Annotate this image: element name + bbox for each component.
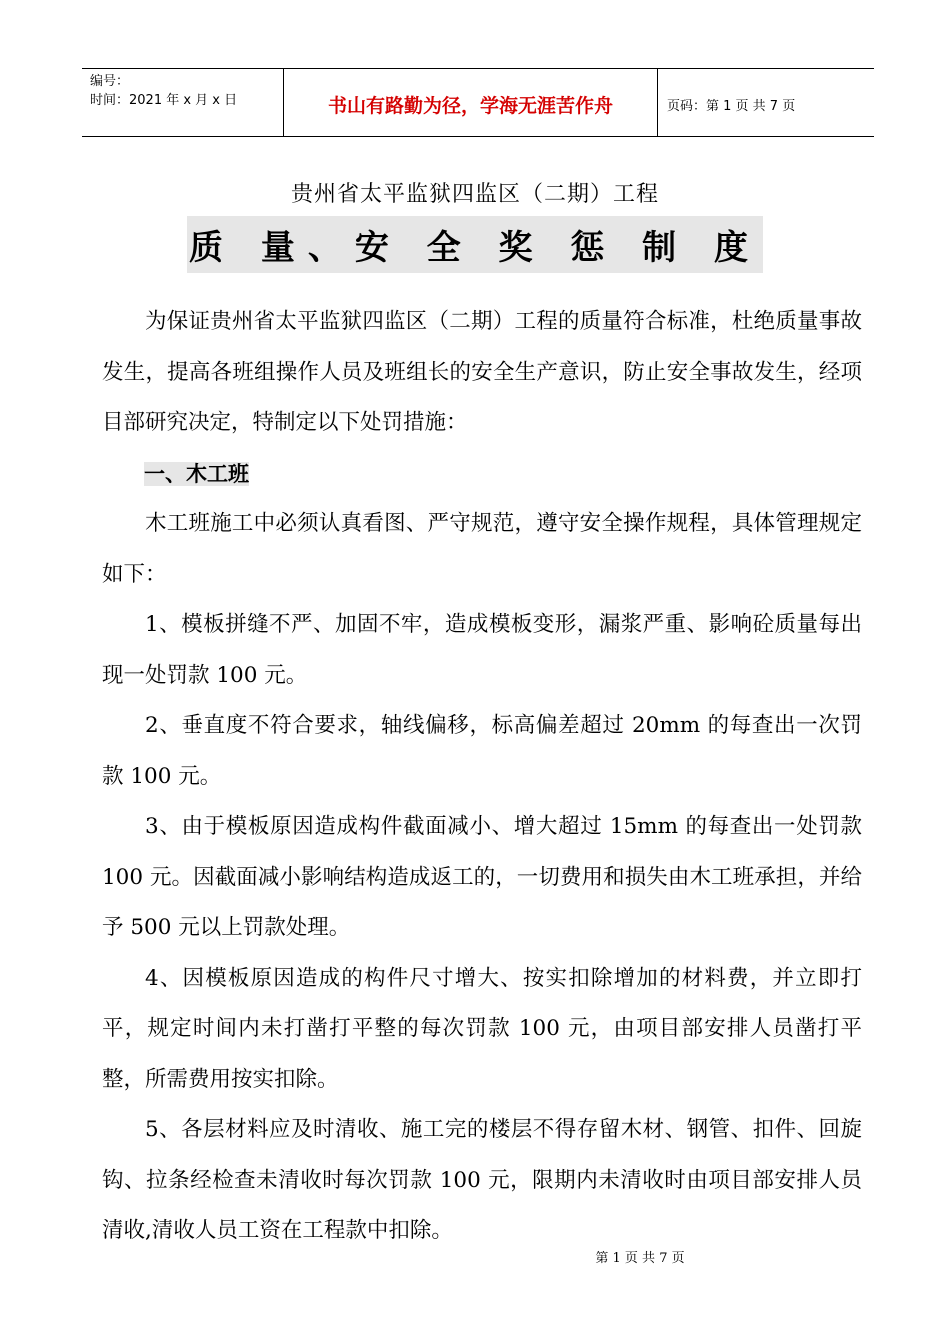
header-page-code: 页码：第 1 页 共 7 页 bbox=[667, 99, 796, 114]
list-item: 2、垂直度不符合要求，轴线偏移，标高偏差超过 20mm 的每查出一次罚款 100 元。 bbox=[102, 713, 862, 789]
intro-paragraph: 为保证贵州省太平监狱四监区（二期）工程的质量符合标准，杜绝质量事故发生，提高各班组操作人员及班组长的安全生产意识，防止安全事故发生，经项目部研究决定，特制定以下处罚措施： bbox=[102, 309, 862, 435]
section-heading-text: 一、木工班 bbox=[144, 461, 249, 486]
time-label: 时间：2021 年 x 月 x 日 bbox=[90, 93, 238, 108]
document-title: 质 量、安 全 奖 惩 制 度 bbox=[187, 216, 763, 273]
header-motto: 书山有路勤为径，学海无涯苦作舟 bbox=[284, 69, 658, 136]
list-item: 5、各层材料应及时清收、施工完的楼层不得存留木材、钢管、扣件、回旋钩、拉条经检查未清收时每次罚款 100 元，限期内未清收时由项目部安排人员清收,清收人员工资在工程款中扣除。 bbox=[102, 1117, 862, 1243]
list-item: 4、因模板原因造成的构件尺寸增大、按实扣除增加的材料费，并立即打平，规定时间内未打凿打平整的每次罚款 100 元，由项目部安排人员凿打平整，所需费用按实扣除。 bbox=[102, 965, 862, 1092]
number-label: 编号： bbox=[90, 74, 130, 89]
page-footer: 第 1 页 共 7 页 bbox=[595, 1251, 685, 1266]
list-item: 3、由于模板原因造成构件截面减小、增大超过 15mm 的每查出一处罚款 100 元。因截面减小影响结构造成返工的，一切费用和损失由木工班承担，并给予 500 元以上罚款处理。 bbox=[102, 814, 862, 940]
list-item: 1、模板拼缝不严、加固不牢，造成模板变形，漏浆严重、影响砼质量每出现一处罚款 100 元。 bbox=[102, 612, 862, 688]
header-info-cell bbox=[82, 69, 284, 136]
document-title-wrapper bbox=[0, 216, 950, 273]
header-table bbox=[82, 68, 874, 137]
section-heading bbox=[102, 449, 862, 500]
document-subtitle: 贵州省太平监狱四监区（二期）工程 bbox=[290, 182, 659, 207]
document-body bbox=[102, 297, 862, 1257]
section-intro: 木工班施工中必须认真看图、严守规范，遵守安全操作规程，具体管理规定如下： bbox=[102, 511, 862, 587]
